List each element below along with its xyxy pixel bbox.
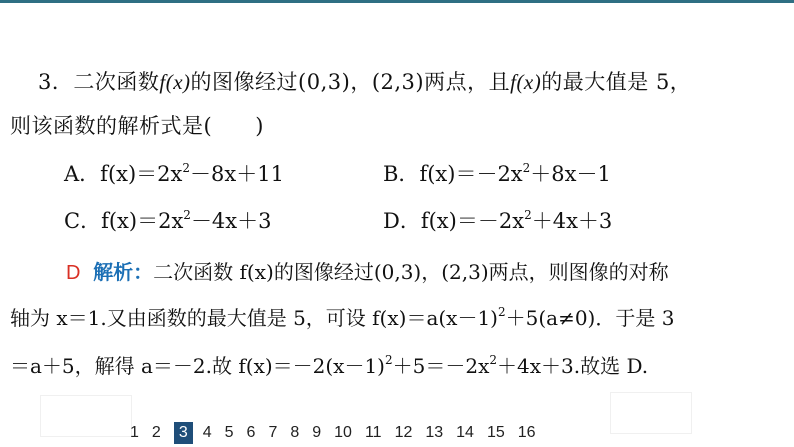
page-9[interactable]: 9 [312, 424, 322, 441]
solution-line2: 轴为 x＝1.又由函数的最大值是 5，可设 $f(x)=a(x-1)^2+5(a\ne 0)$．于是 3 [10, 305, 675, 330]
option-d[interactable]: D．$f(x)=-2x^2+4x+3$ [383, 208, 613, 233]
page-1[interactable]: 1 [130, 424, 139, 441]
page-13[interactable]: 13 [425, 424, 444, 441]
page-7[interactable]: 7 [268, 424, 278, 441]
question-number: 3． [38, 70, 74, 94]
page-6[interactable]: 6 [246, 424, 256, 441]
page-16[interactable]: 16 [517, 424, 536, 441]
solution-line1: D 解析：二次函数 f(x)的图像经过(0,3)，(2,3)两点，则图像的对称 [66, 260, 669, 284]
top-rule [0, 0, 794, 3]
solution-heading: 解析： [93, 262, 154, 284]
question-stem-line1: 3．二次函数f(x)的图像经过(0,3)，(2,3)两点，且f(x)的最大值是 5， [38, 70, 692, 94]
page-12[interactable]: 12 [394, 424, 413, 441]
solution-line3: ＝a＋5，解得 a＝－2.故 $f(x)=-2(x-1)^2+5=-2x^2+4x+3$.故选 D. [10, 353, 649, 378]
page-15[interactable]: 15 [486, 424, 505, 441]
page-8[interactable]: 8 [290, 424, 300, 441]
pagination [130, 419, 549, 447]
page-2[interactable]: 2 [151, 424, 161, 441]
page-4[interactable]: 4 [202, 424, 212, 441]
page-14[interactable]: 14 [456, 424, 474, 441]
option-b[interactable]: B．$f(x)=-2x^2+8x-1$ [383, 161, 611, 186]
page-5[interactable]: 5 [224, 424, 234, 441]
background-decoration [40, 395, 132, 437]
page-11[interactable]: 11 [364, 424, 382, 441]
background-decoration [610, 392, 692, 434]
option-a[interactable]: A．$f(x)=2x^2-8x+11$ [64, 161, 284, 186]
page-3-current[interactable]: 3 [174, 422, 193, 444]
option-c[interactable]: C．$f(x)=2x^2-4x+3$ [64, 208, 272, 233]
page-10[interactable]: 10 [334, 424, 352, 441]
answer-letter: D [66, 262, 81, 284]
question-stem-line2: 则该函数的解析式是( ) [10, 114, 264, 138]
